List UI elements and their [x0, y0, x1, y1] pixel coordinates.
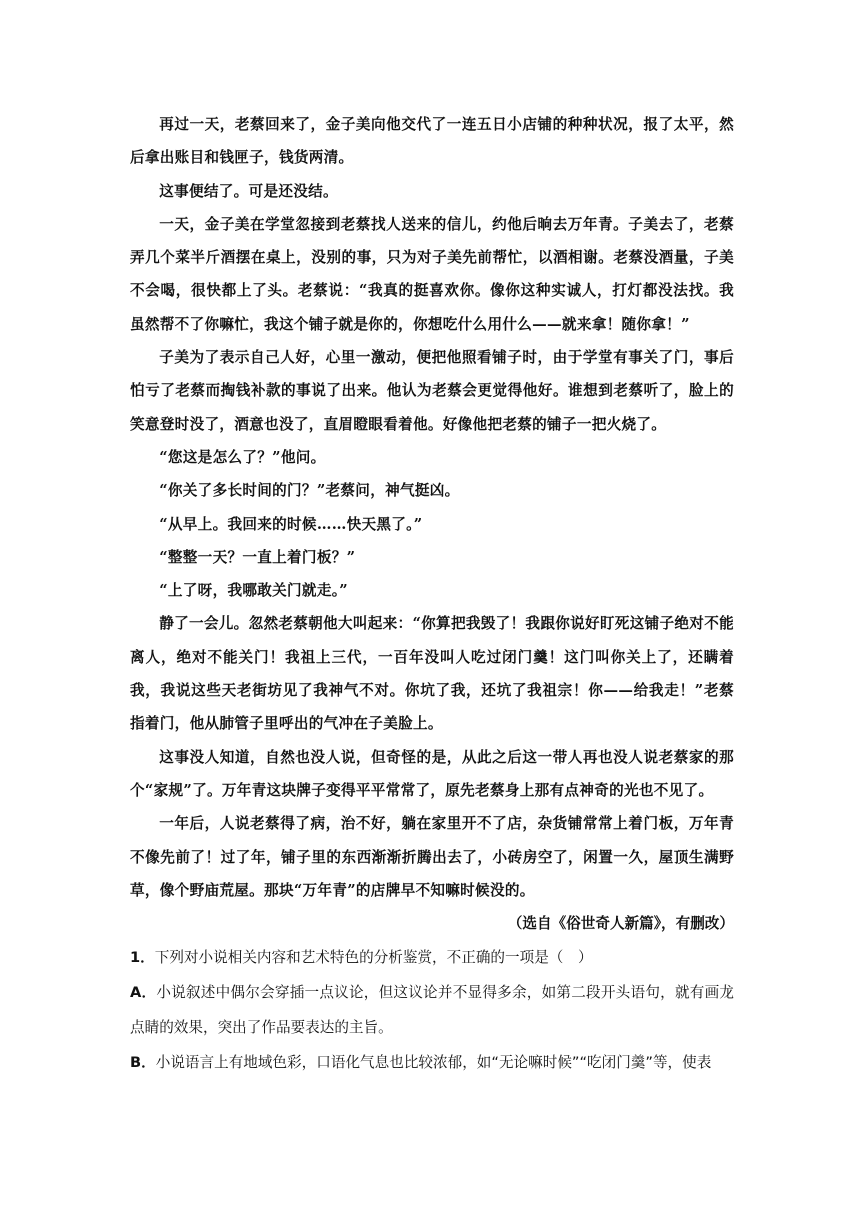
- option-b: [130, 1045, 734, 1080]
- option-text: 小说语言上有地域色彩，口语化气息也比较浓郁，如“无论嘛时候”“吃闭门羹”等，使表: [155, 1054, 712, 1072]
- option-text: 小说叙述中偶尔会穿插一点议论，但这议论并不显得多余，如第二段开头语句，就有画龙点睛的效果，突出了作品要表达的主旨。: [130, 984, 734, 1037]
- question-text: 下列对小说相关内容和艺术特色的分析鉴赏，不正确的一项是（ ）: [154, 949, 593, 967]
- passage-paragraph: 这事没人知道，自然也没人说，但奇怪的是，从此之后这一带人再也没人说老蔡家的那个“家规”了。万年青这块牌子变得平平常常了，原先老蔡身上那有点神奇的光也不见了。: [130, 748, 734, 799]
- passage-paragraph: 再过一天，老蔡回来了，金子美向他交代了一连五日小店铺的种种状况，报了太平，然后拿出账目和钱匣子，钱货两清。: [130, 116, 734, 167]
- passage-paragraph: 子美为了表示自己人好，心里一激动，便把他照看铺子时，由于学堂有事关了门，事后怕亏了老蔡而掏钱补款的事说了出来。他认为老蔡会更觉得他好。谁想到老蔡听了，脸上的笑意登时没了，酒意也没了，直眉瞪眼看着他。好像他把老蔡的铺子一把火烧了。: [130, 349, 734, 433]
- passage-paragraph: 一年后，人说老蔡得了病，治不好，躺在家里开不了店，杂货铺常常上着门板，万年青不像先前了！过了年，铺子里的东西渐渐折腾出去了，小砖房空了，闲置一久，屋顶生满野草，像个野庙荒屋。那块“万年青”的店牌早不知嘛时候没的。: [130, 815, 734, 899]
- source-citation: （选自《俗世奇人新篇》，有删改）: [507, 915, 734, 933]
- option-a: [130, 975, 734, 1045]
- passage-paragraph: 静了一会儿。忽然老蔡朝他大叫起来：“你算把我毁了！我跟你说好盯死这铺子绝对不能离人，绝对不能关门！我祖上三代，一百年没叫人吃过闭门羹！这门叫你关上了，还瞒着我，我说这些天老街坊见了我神气不对。你坑了我，还坑了我祖宗！你——给我走！”老蔡指着门，他从肺管子里呼出的气冲在子美脸上。: [130, 615, 734, 733]
- option-label: A．: [130, 984, 157, 1002]
- option-label: B．: [130, 1054, 156, 1072]
- dialogue-line: “从早上。我回来的时候……快天黑了。”: [159, 515, 423, 533]
- dialogue-line: “整整一天？一直上着门板？”: [159, 548, 356, 566]
- dialogue-line: “上了呀，我哪敢关门就走。”: [159, 582, 349, 600]
- passage-paragraph: 这事便结了。可是还没结。: [159, 182, 338, 200]
- question-stem: [130, 940, 734, 975]
- document-page: [130, 108, 734, 1080]
- passage-paragraph: 一天，金子美在学堂忽接到老蔡找人送来的信儿，约他后晌去万年青。子美去了，老蔡弄几个菜半斤酒摆在桌上，没别的事，只为对子美先前帮忙，以酒相谢。老蔡没酒量，子美不会喝，很快都上了头。老蔡说：“我真的挺喜欢你。像你这种实诚人，打灯都没法找。我虽然帮不了你嘛忙，我这个铺子就是你的，你想吃什么用什么——就来拿！随你拿！”: [130, 215, 734, 333]
- question-number: 1．: [130, 949, 155, 967]
- dialogue-line: “您这是怎么了？”他问。: [159, 448, 326, 466]
- dialogue-line: “你关了多长时间的门？”老蔡问，神气挺凶。: [159, 482, 460, 500]
